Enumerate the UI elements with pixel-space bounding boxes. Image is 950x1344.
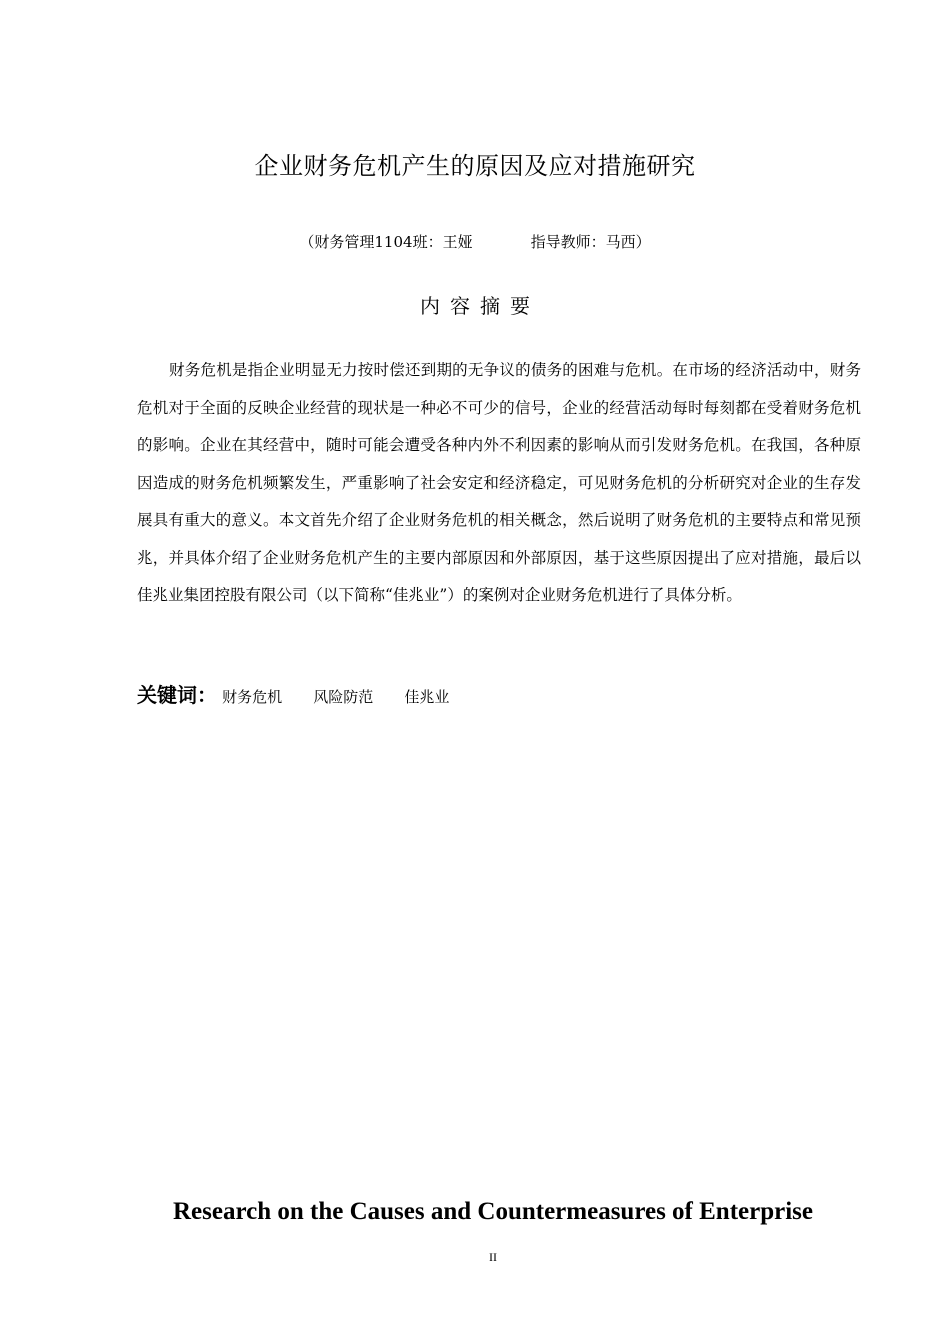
keyword-item: 财务危机: [222, 688, 283, 706]
author-info: （财务管理1104班：王娅: [299, 233, 473, 251]
page-number: II: [489, 1250, 497, 1264]
keyword-item: 佳兆业: [404, 688, 450, 706]
advisor-info: 指导教师：马西）: [530, 233, 651, 251]
abstract-heading: 内容摘要: [420, 294, 540, 318]
keywords-label: 关键词：: [137, 683, 217, 707]
author-byline: [0, 230, 950, 254]
chinese-title: 企业财务危机产生的原因及应对措施研究: [254, 152, 696, 180]
abstract-paragraph: 财务危机是指企业明显无力按时偿还到期的无争议的债务的困难与危机。在市场的经济活动中，财务危机对于全面的反映企业经营的现状是一种必不可少的信号，企业的经营活动每时每刻都在受着财务危机的影响。企业在其经营中，随时可能会遭受各种内外不利因素的影响从而引发财务危机。在我国，各种原因造成的财务危机频繁发生，严重影响了社会安定和经济稳定，可见财务危机的分析研究对企业的生存发展具有重大的意义。本文首先介绍了企业财务危机的相关概念，然后说明了财务危机的主要特点和常见预兆，并具体介绍了企业财务危机产生的主要内部原因和外部原因，基于这些原因提出了应对措施，最后以佳兆业集团控股有限公司（以下简称“佳兆业”）的案例对企业财务危机进行了具体分析。: [137, 361, 861, 604]
keyword-item: 风险防范: [313, 688, 374, 706]
english-title: Research on the Causes and Countermeasures of Enterprise: [172, 1198, 813, 1225]
keywords-line: [137, 680, 861, 712]
